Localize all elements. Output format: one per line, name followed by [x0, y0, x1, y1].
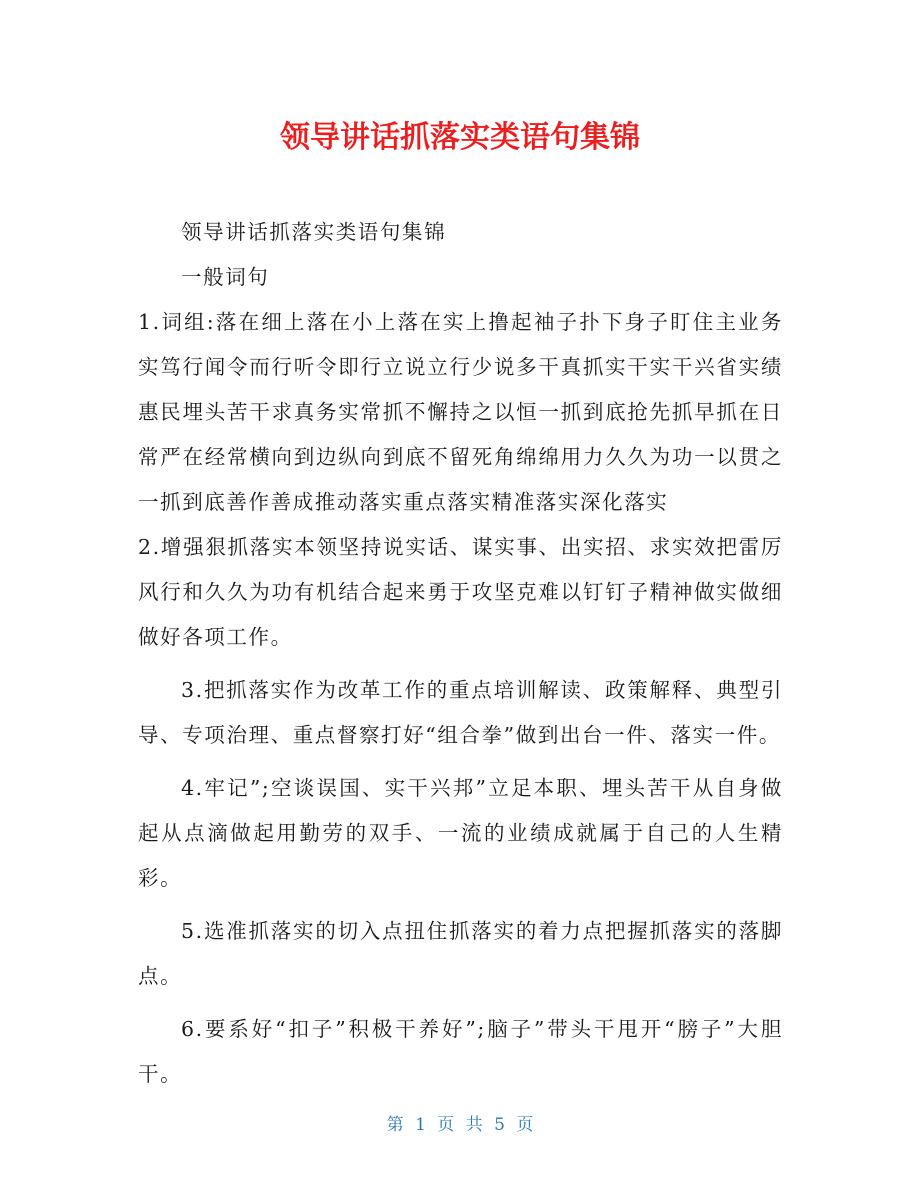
paragraph-1: 1.词组:落在细上落在小上落在实上撸起袖子扑下身子盯住主业务实笃行闻令而行听令即行立说立行少说多干真抓实干实干兴省实绩惠民埋头苦干求真务实常抓不懈持之以恒一抓到底抢先抓早抓在日常严在经常横向到边纵向到底不留死角绵绵用力久久为功一以贯之一抓到底善作善成推动落实重点落实精准落实深化落实	[138, 310, 783, 514]
paragraph-3: 3.把抓落实作为改革工作的重点培训解读、政策解释、典型引导、专项治理、重点督察打好“组合拳”做到出台一件、落实一件。	[138, 678, 783, 747]
paragraph-6: 6.要系好“扣子”积极干养好”;脑子”带头干甩开“膀子”大胆干。	[138, 1017, 783, 1086]
body-subtitle: 领导讲话抓落实类语句集锦	[181, 220, 447, 244]
page-number-footer: 第 1 页 共 5 页	[386, 1115, 534, 1135]
paragraph-4: 4.牢记”;空谈误国、实干兴邦”立足本职、埋头苦干从自身做起从点滴做起用勤劳的双手、一流的业绩成就属于自己的人生精彩。	[138, 776, 783, 890]
section-heading: 一般词句	[181, 265, 270, 289]
document-body	[138, 210, 783, 1097]
paragraph-2: 2.增强狠抓落实本领坚持说实话、谋实事、出实招、求实效把雷厉风行和久久为功有机结合起来勇于攻坚克难以钉钉子精神做实做细做好各项工作。	[138, 535, 783, 649]
paragraph-5: 5.选准抓落实的切入点扭住抓落实的着力点把握抓落实的落脚点。	[138, 919, 783, 988]
document-title: 领导讲话抓落实类语句集锦	[280, 120, 640, 155]
